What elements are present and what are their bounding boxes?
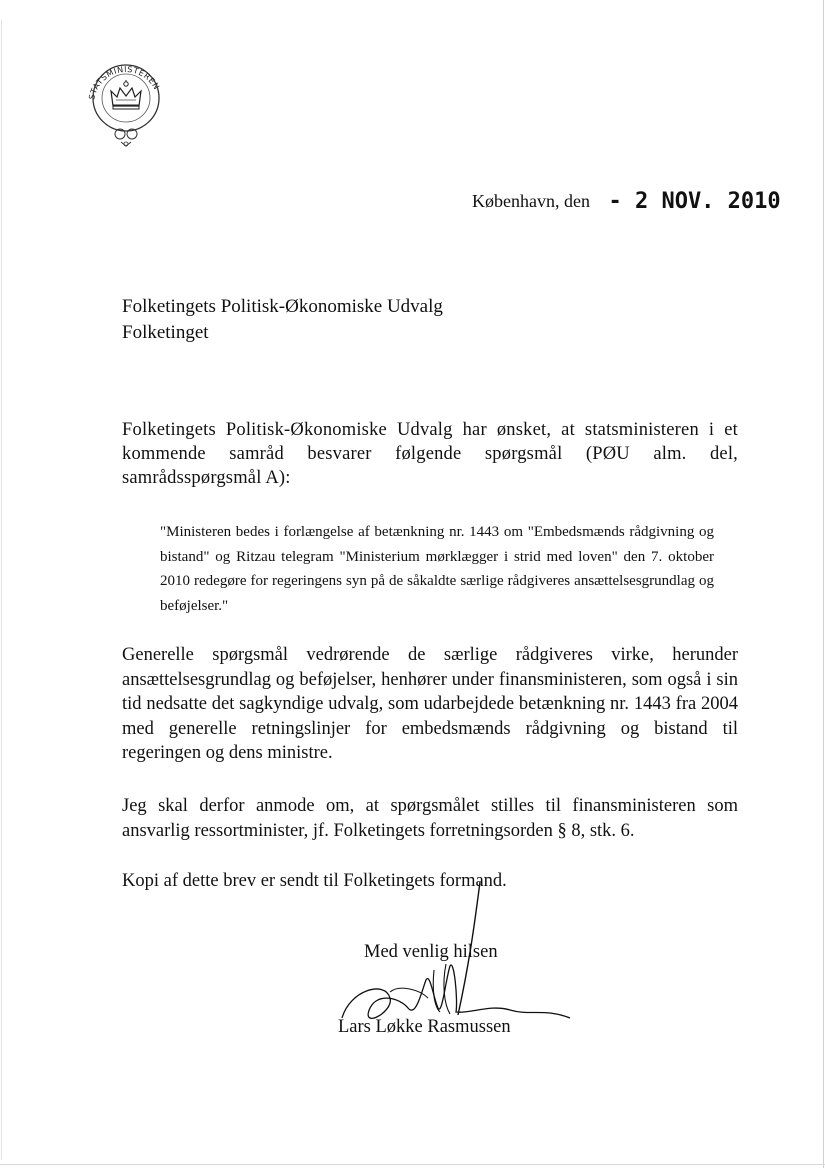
signer-name: Lars Løkke Rasmussen: [338, 1017, 511, 1037]
page-edge-right: [823, 0, 824, 1168]
statsministeren-seal: [80, 58, 172, 150]
recipient-parliament: Folketinget: [122, 322, 209, 343]
page-edge-bottom: [0, 1164, 825, 1165]
recipient-committee: Folketingets Politisk-Økonomiske Udvalg: [122, 296, 443, 317]
crown-seal-icon: [80, 58, 172, 150]
recipient-block: [122, 294, 443, 346]
copy-paragraph: Kopi af dette brev er sendt til Folketingets formand.: [122, 871, 507, 891]
place-date-label: København, den: [472, 191, 590, 211]
date-line: [472, 188, 781, 213]
page-edge-left: [1, 20, 2, 1160]
closing-greeting: Med venlig hilsen: [364, 942, 498, 962]
intro-paragraph: Folketingets Politisk-Økonomiske Udvalg har ønsket, at statsministeren i et kommende samråd besvarer følgende spørgsmål (PØU alm. del, samrådsspørgsmål A):: [122, 420, 738, 488]
quoted-question: "Ministeren bedes i forlængelse af betænkning nr. 1443 om "Embedsmænds rådgivning og bistand" og Ritzau telegram "Ministerium mørklægger i strid med loven" den 7. oktober 2010 redegøre for regeringens syn på de såkaldte særlige rådgiveres ansættelsesgrundlag og beføjelser.": [160, 524, 714, 614]
general-paragraph: Generelle spørgsmål vedrørende de særlige rådgiveres virke, herunder ansættelsesgrundlag og beføjelser, henhører under finansministeren, som også i sin tid nedsatte det sagkyndige udvalg, som udarbejdede betænkning nr. 1443 fra 2004 med generelle retningslinjer for embedsmænds rådgivning og bistand til regeringen og dens ministre.: [122, 645, 738, 763]
svg-text:STATSMINISTEREN: STATSMINISTEREN: [87, 64, 162, 101]
request-paragraph: Jeg skal derfor anmode om, at spørgsmålet stilles til finansministeren som ansvarlig ressortminister, jf. Folketingets forretningsorden § 8, stk. 6.: [122, 796, 738, 841]
date-stamp: - 2 NOV. 2010: [608, 189, 781, 214]
